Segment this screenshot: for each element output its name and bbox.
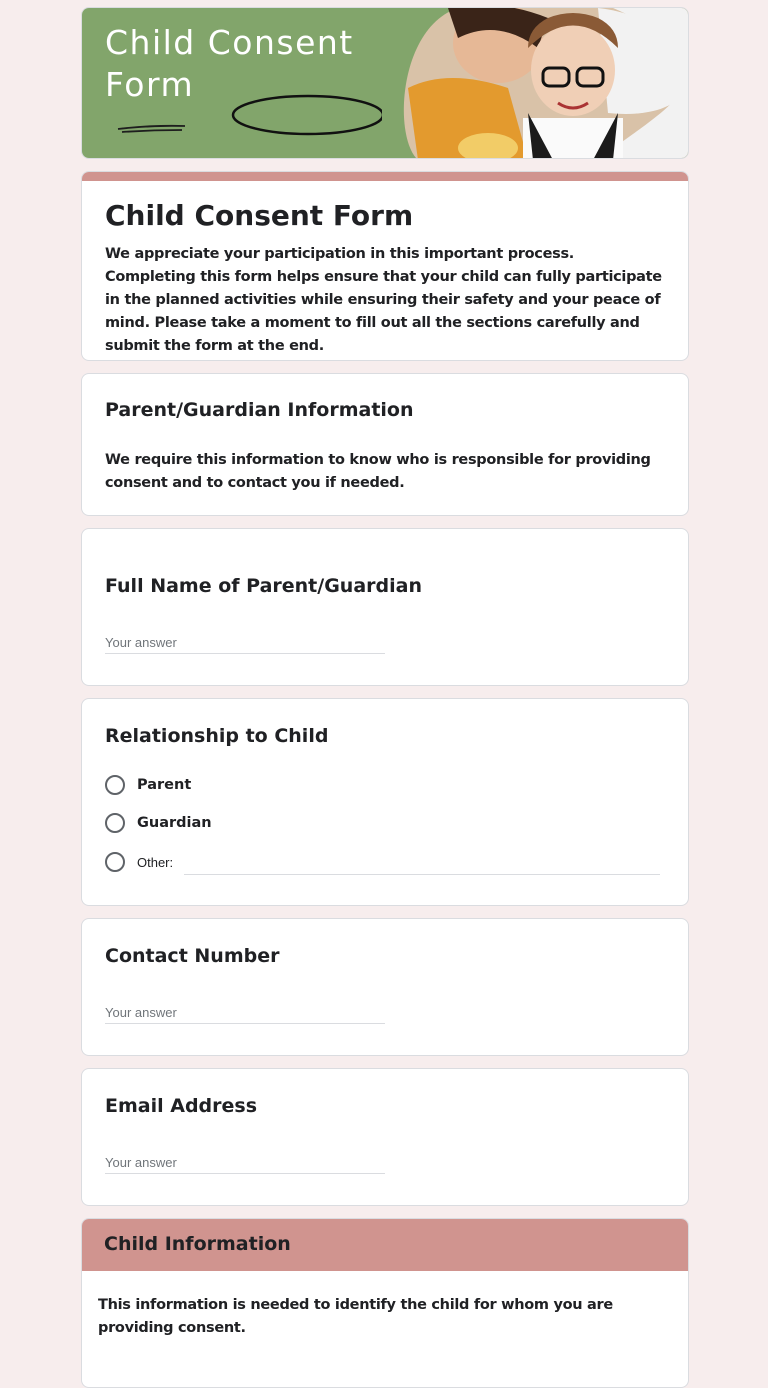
- relationship-question: [81, 698, 689, 906]
- relationship-title: Relationship to Child: [105, 725, 329, 747]
- form-title: Child Consent Form: [105, 199, 414, 232]
- radio-button[interactable]: [105, 852, 125, 872]
- email-question: [81, 1068, 689, 1206]
- relationship-option-other[interactable]: [105, 852, 173, 872]
- full-name-title: Full Name of Parent/Guardian: [105, 575, 422, 597]
- child-section-description: This information is needed to identify the child for whom you are providing consent.: [98, 1297, 613, 1336]
- full-name-input[interactable]: [105, 631, 385, 654]
- form-description: We appreciate your participation in this important process. Completing this form helps ensure that your child can fully participate in the planned activities while ensuring their safety and your peace of mind. Please take a moment to fill out all the sections carefully and submit the form at the end.: [105, 246, 662, 354]
- option-label: Parent: [137, 777, 192, 793]
- child-section-title: Child Information: [104, 1233, 291, 1255]
- banner-title-text: Child Consent Form: [105, 23, 354, 104]
- child-section-card: [81, 1218, 689, 1388]
- contact-number-question: [81, 918, 689, 1056]
- header-banner: [81, 7, 689, 159]
- form-title-card: [81, 171, 689, 361]
- other-input[interactable]: [184, 852, 660, 875]
- banner-scribble-decoration: [82, 8, 382, 159]
- email-title: Email Address: [105, 1095, 258, 1117]
- radio-button[interactable]: [105, 775, 125, 795]
- contact-number-title: Contact Number: [105, 945, 280, 967]
- relationship-option-parent[interactable]: [105, 775, 191, 795]
- radio-button[interactable]: [105, 813, 125, 833]
- email-input[interactable]: [105, 1151, 385, 1174]
- banner-photo: [388, 8, 688, 159]
- title-card-accent-bar: [82, 172, 688, 181]
- option-label: Guardian: [137, 815, 212, 831]
- full-name-question: [81, 528, 689, 686]
- relationship-option-guardian[interactable]: [105, 813, 212, 833]
- other-label: Other:: [137, 854, 174, 870]
- child-section-header: [82, 1219, 688, 1271]
- parent-section-description: We require this information to know who is responsible for providing consent and to contact you if needed.: [105, 452, 651, 491]
- parent-section-title: Parent/Guardian Information: [105, 399, 414, 421]
- parent-section-card: [81, 373, 689, 516]
- contact-number-input[interactable]: [105, 1001, 385, 1024]
